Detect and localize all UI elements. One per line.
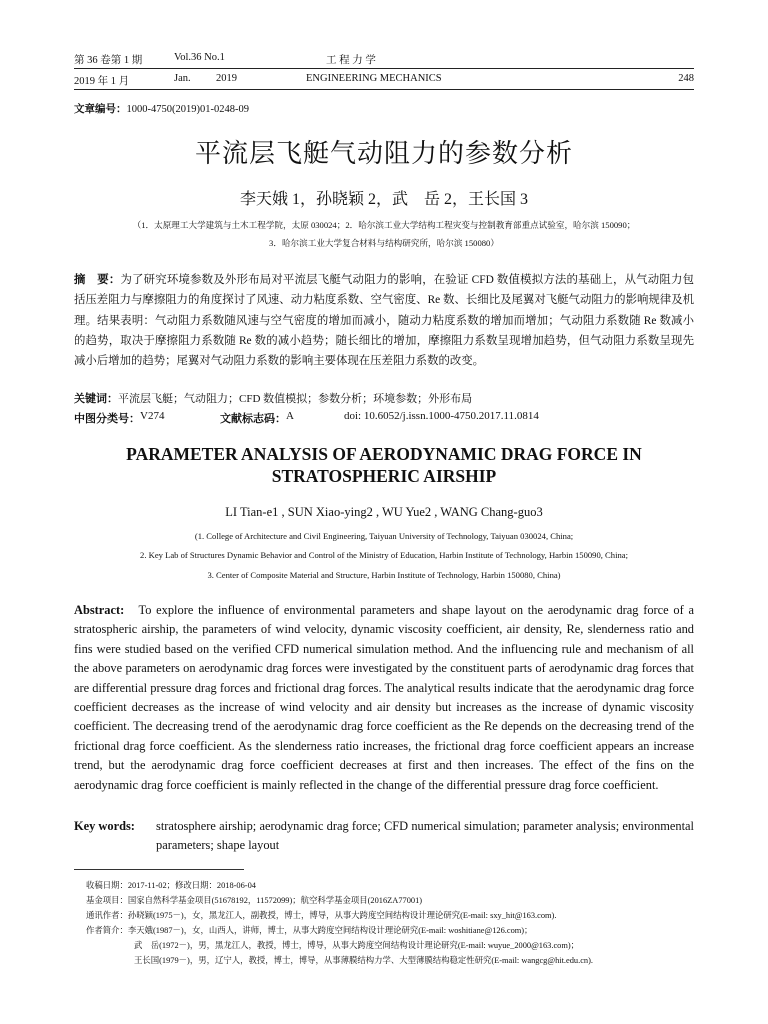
footnote-divider: [74, 869, 244, 870]
keywords-cn: [74, 390, 694, 406]
affiliation-en-line1: (1. College of Architecture and Civil Engineering, Taiyuan University of Technology, Taiyuan 030024, China;: [194, 531, 574, 541]
header-row-2: [74, 73, 694, 89]
affiliation-en-line2: 2. Key Lab of Structures Dynamic Behavior and Control of the Ministry of Education, Harbin Institute of Technology, Harbin 150090, China;: [140, 550, 628, 560]
date-cn: 2019 年 1 月: [74, 76, 130, 87]
journal-name-en: ENGINEERING MECHANICS: [306, 73, 442, 84]
title-en: [0, 443, 768, 487]
keywords-en-label: Key words:: [74, 819, 135, 833]
clc-label: 中图分类号：: [74, 413, 140, 425]
footnote-funding: 基金项目：国家自然科学基金项目(51678192，11572099)；航空科学基金项目(2016ZA77001): [86, 896, 423, 905]
footnote-bio-3: 王长国(1979－)，男，辽宁人，教授，博士，博导，从事薄膜结构力学、大型薄膜结构稳定性研究(E-mail: wangcg@hit.edu.cn).: [134, 956, 593, 965]
authors-en: LI Tian-e1 , SUN Xiao-ying2 , WU Yue2 , WANG Chang-guo3: [225, 505, 543, 519]
header-divider-top: [74, 68, 694, 69]
footnote-bio-1-text: 李天娥(1987－)，女，山西人，讲师，博士，从事大跨度空间结构设计理论研究(E-mail: woshitiane@126.com)；: [127, 926, 533, 935]
footnote-bio-2: 武 岳(1972－)，男，黑龙江人，教授，博士，博导，从事大跨度空间结构设计理论研究(E-mail: wuyue_2000@163.com)；: [134, 941, 580, 950]
issue-cn: 第 36 卷第 1 期: [74, 55, 143, 66]
month-en: Jan.: [174, 73, 191, 84]
abstract-en: [74, 601, 694, 795]
article-number-label: 文章编号：: [74, 104, 127, 115]
keywords-cn-text: 平流层飞艇；气动阻力；CFD 数值模拟；参数分析；环境参数；外形布局: [118, 393, 473, 405]
abstract-cn-text: 为了研究环境参数及外形布局对平流层飞艇气动阻力的影响，在验证 CFD 数值模拟方法的基础上，从气动阻力包括压差阻力与摩擦阻力的角度探讨了风速、动力粘度系数、空气密度、Re 数、长细比及尾翼对飞艇气动阻力的影响规律及机理。结果表明：气动阻力系数随风速与空气密度的增加而减小，随动力粘度系数的增加而增加；气动阻力系数随 Re 数减小的趋势，取决于摩擦阻力系数随 Re 数的减小趋势；随长细比的增加，摩擦阻力系数呈现增加趋势，但气动阻力系数呈现先减小后增加的趋势；尾翼对气动阻力系数的影响主要体现在压差阻力系数的改变。: [74, 274, 694, 368]
journal-name-cn: 工 程 力 学: [326, 55, 376, 66]
article-number-value: 1000-4750(2019)01-0248-09: [126, 104, 249, 115]
footnote-bio-1: [86, 923, 706, 938]
keywords-cn-label: 关键词：: [74, 393, 118, 405]
clc-number: [74, 410, 165, 426]
doi: doi: 10.6052/j.issn.1000-4750.2017.11.0814: [344, 410, 539, 422]
document-code: [220, 410, 294, 426]
footnote-received: 收稿日期：2017-11-02；修改日期：2018-06-04: [86, 881, 256, 890]
footnote-corresponding: 通讯作者：孙晓颖(1975－)，女，黑龙江人，副教授，博士，博导，从事大跨度空间结构设计理论研究(E-mail: sxy_hit@163.com).: [86, 911, 557, 920]
clc-value: V274: [140, 410, 165, 422]
affiliation-en-line3: 3. Center of Composite Material and Structure, Harbin Institute of Technology, Harbin 150080, China): [207, 570, 561, 580]
footnote-bio-label: 作者简介：: [86, 926, 128, 935]
document-code-label: 文献标志码：: [220, 413, 286, 425]
title-en-line2: STRATOSPHERIC AIRSHIP: [271, 466, 497, 486]
page-number: 248: [678, 73, 694, 84]
document-code-value: A: [286, 410, 294, 422]
header-divider-bottom: [74, 89, 694, 90]
year-en: 2019: [216, 73, 237, 84]
abstract-en-text: To explore the influence of environmental parameters and shape layout on the aerodynamic drag force of a stratospheric airship, the parameters of wind velocity, dynamic viscosity coefficient, air density, Re, slenderness ratio and fins were studied based on the verified CFD numerical simulation method. And the influencing rule and mechanism of all the above parameters on aerodynamic drag forces were investigated by the constituent parts of aerodynamic drag forces that are differential pressure drag forces and frictional drag forces. The analytical results indicate that the aerodynamic drag force coefficient decreases as the increase of wind velocity and air density but increases as the increase of dynamic viscosity coefficient. The decreasing trend of the aerodynamic drag force coefficient as the Re depends on the decreasing trend of the frictional drag force coefficient. As the slenderness ratio increases, the frictional drag force coefficient appears an increase trend, but the aerodynamic drag force coefficient decreases at first and then increases. The effect of the fins on the aerodynamic drag force coefficient is mainly reflected in the change of the differential pressure drag force coefficient.: [74, 603, 694, 792]
affiliation-cn-line2: 3．哈尔滨工业大学复合材料与结构研究所，哈尔滨 150080）: [269, 238, 499, 248]
abstract-cn-label: 摘 要：: [74, 274, 121, 286]
volume-en: Vol.36 No.1: [174, 52, 225, 63]
affiliation-cn-line1: （1．太原理工大学建筑与土木工程学院，太原 030024；2．哈尔滨工业大学结构工程灾变与控制教育部重点试验室，哈尔滨 150090；: [132, 220, 636, 230]
header-row-1: [74, 52, 694, 68]
authors-cn: 李天娥 1，孙晓颖 2，武 岳 2，王长国 3: [239, 191, 528, 208]
title-en-line1: PARAMETER ANALYSIS OF AERODYNAMIC DRAG FORCE IN: [126, 444, 642, 464]
abstract-en-label: Abstract:: [74, 603, 125, 617]
abstract-cn: [74, 270, 694, 371]
keywords-en-text: stratosphere airship; aerodynamic drag force; CFD numerical simulation; parameter analysis; environmental parameters; shape layout: [156, 819, 694, 853]
article-number: [74, 101, 249, 116]
title-cn: 平流层飞艇气动阻力的参数分析: [194, 139, 573, 169]
